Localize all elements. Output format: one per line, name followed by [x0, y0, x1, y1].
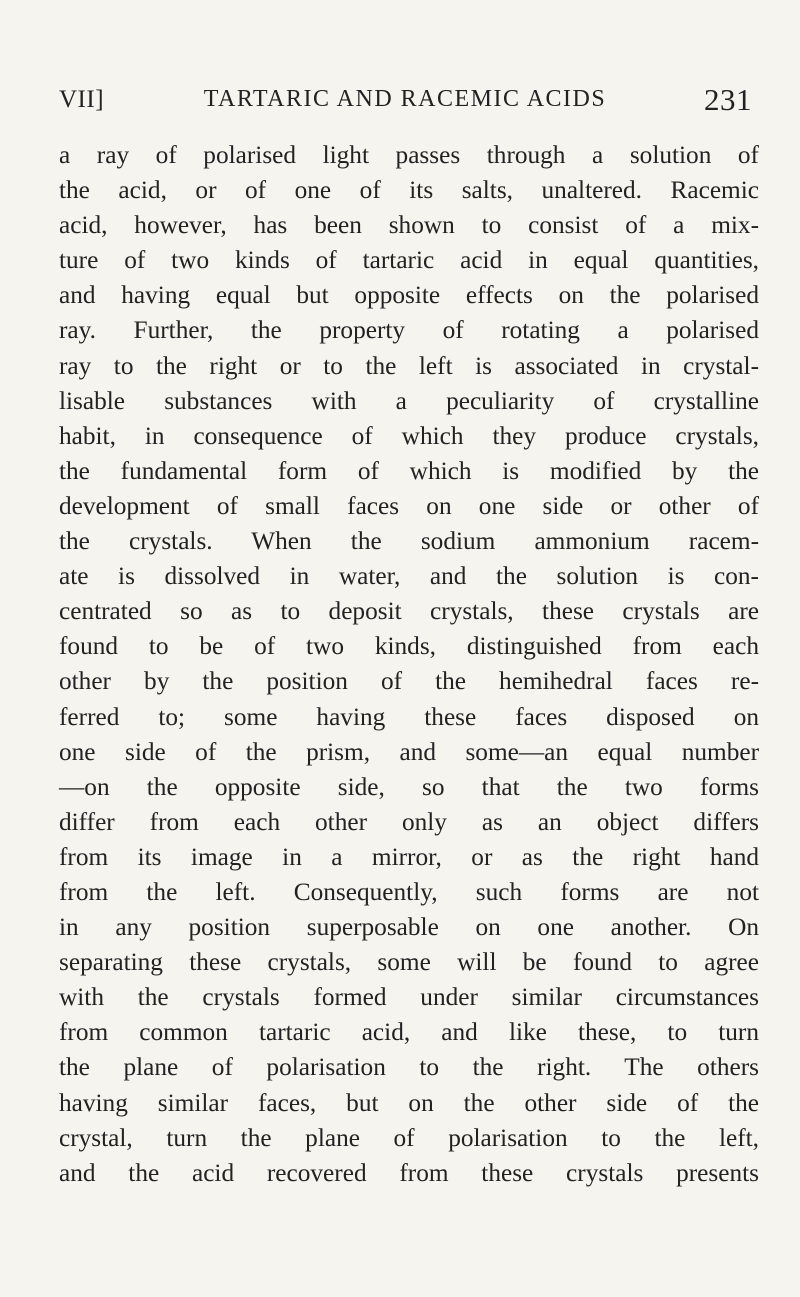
running-header: [59, 82, 752, 126]
text-line: ture of two kinds of tartaric acid in equal quantities,: [59, 246, 759, 275]
text-line: development of small faces on one side or other of: [59, 491, 759, 520]
text-line: a ray of polarised light passes through a solution of: [59, 141, 759, 169]
chapter-number: VII]: [59, 86, 105, 113]
running-title: TARTARIC AND RACEMIC ACIDS: [203, 86, 607, 112]
text-line: lisable substances with a peculiarity of crystalline: [59, 386, 759, 415]
text-line: differ from each other only as an object differs: [59, 807, 759, 836]
text-line: found to be of two kinds, distinguished from each: [59, 632, 759, 661]
text-line: and having equal but opposite effects on the polarised: [59, 281, 759, 310]
text-line: in any position superposable on one another. On: [59, 913, 759, 942]
text-line: ferred to; some having these faces disposed on: [59, 702, 759, 731]
text-line: habit, in consequence of which they produce crystals,: [59, 421, 759, 450]
text-line: ray. Further, the property of rotating a polarised: [59, 316, 759, 345]
text-line: with the crystals formed under similar circumstances: [59, 983, 759, 1012]
text-line: acid, however, has been shown to consist of a mix-: [59, 211, 759, 240]
text-line: other by the position of the hemihedral faces re-: [59, 667, 759, 696]
text-line: crystal, turn the plane of polarisation to the left,: [59, 1123, 759, 1152]
text-line: the fundamental form of which is modified by the: [59, 456, 759, 485]
text-line: —on the opposite side, so that the two forms: [59, 772, 759, 801]
text-line: ray to the right or to the left is associated in crystal-: [59, 351, 759, 380]
text-line: from the left. Consequently, such forms are not: [59, 877, 759, 906]
text-line: the plane of polarisation to the right. The others: [59, 1053, 759, 1082]
text-line: from common tartaric acid, and like these, to turn: [59, 1018, 759, 1047]
text-line: having similar faces, but on the other side of the: [59, 1088, 759, 1117]
body-paragraph: [59, 138, 759, 1191]
text-line: separating these crystals, some will be found to agree: [59, 948, 759, 977]
text-line: the acid, or of one of its salts, unaltered. Racemic: [59, 176, 759, 205]
page-number: 231: [704, 82, 752, 117]
text-line: from its image in a mirror, or as the right hand: [59, 842, 759, 871]
text-line: ate is dissolved in water, and the solution is con-: [59, 562, 759, 591]
text-line: one side of the prism, and some—an equal number: [59, 737, 759, 766]
text-line: the crystals. When the sodium ammonium racem-: [59, 527, 759, 556]
text-line: centrated so as to deposit crystals, these crystals are: [59, 597, 759, 626]
text-line: and the acid recovered from these crystals presents: [59, 1158, 759, 1187]
